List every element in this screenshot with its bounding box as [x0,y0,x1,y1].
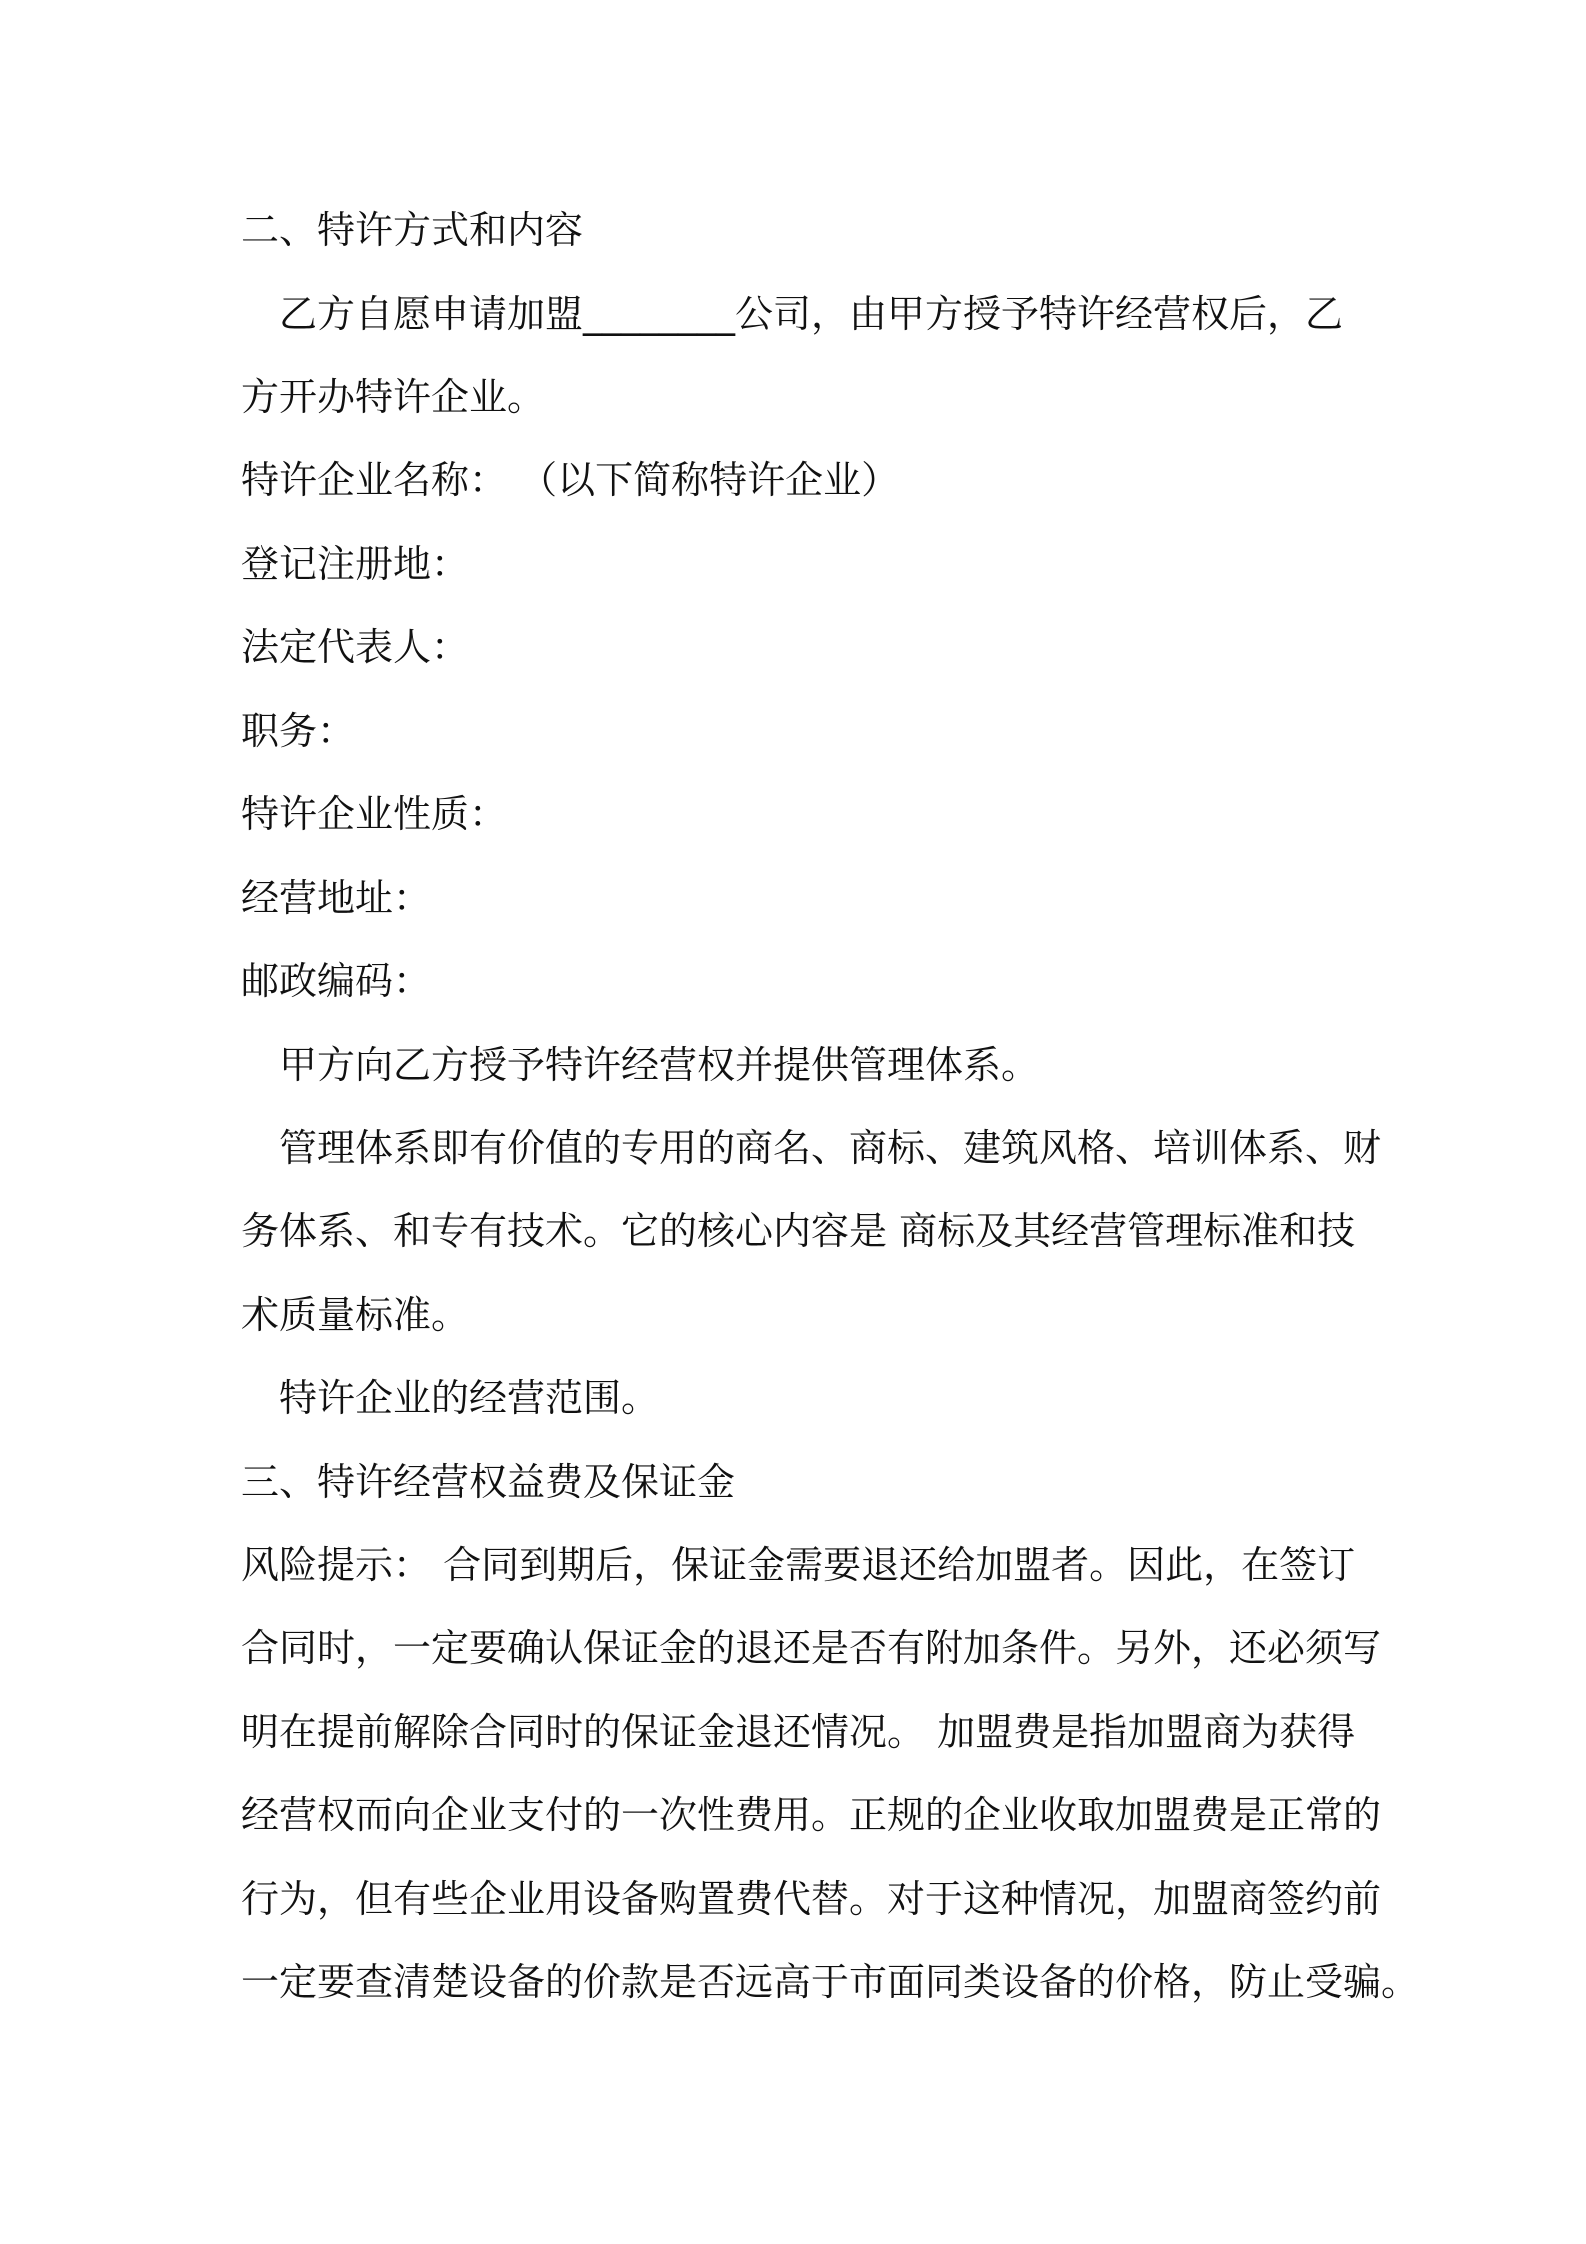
section-heading: 三、特许经营权益费及保证金 [241,1460,736,1504]
paragraph-line: 甲方向乙方授予特许经营权并提供管理体系。 [279,1043,1040,1087]
paragraph-line: 务体系、和专有技术。它的核心内容是 商标及其经营管理标准和技 [241,1209,1356,1253]
form-field-label: 特许企业性质： [241,792,508,836]
form-field-label: 特许企业名称： （以下简称特许企业） [241,458,900,502]
paragraph-line: 方开办特许企业。 [241,375,546,419]
form-field-label: 职务： [241,709,356,753]
form-field-label: 登记注册地： [241,542,470,586]
form-field-label: 法定代表人： [241,625,470,669]
paragraph-line: 行为，但有些企业用设备购置费代替。对于这种情况，加盟商签约前 [241,1877,1382,1921]
paragraph-line: 管理体系即有价值的专用的商名、商标、建筑风格、培训体系、财 [279,1126,1382,1170]
paragraph-line: 经营权而向企业支付的一次性费用。正规的企业收取加盟费是正常的 [241,1793,1382,1837]
paragraph-line: 风险提示： 合同到期后，保证金需要退还给加盟者。因此，在签订 [241,1543,1356,1587]
paragraph-line: 乙方自愿申请加盟________公司，由甲方授予特许经营权后，乙 [279,292,1344,336]
paragraph-line: 术质量标准。 [241,1293,470,1337]
paragraph-line: 一定要查清楚设备的价款是否远高于市面同类设备的价格，防止受骗。 [241,1960,1420,2004]
paragraph-line: 合同时，一定要确认保证金的退还是否有附加条件。另外，还必须写 [241,1626,1382,1670]
form-field-label: 邮政编码： [241,959,432,1003]
paragraph-line: 明在提前解除合同时的保证金退还情况。 加盟费是指加盟商为获得 [241,1710,1356,1754]
form-field-label: 经营地址： [241,876,432,920]
section-heading: 二、特许方式和内容 [241,208,584,252]
paragraph-line: 特许企业的经营范围。 [279,1376,660,1420]
